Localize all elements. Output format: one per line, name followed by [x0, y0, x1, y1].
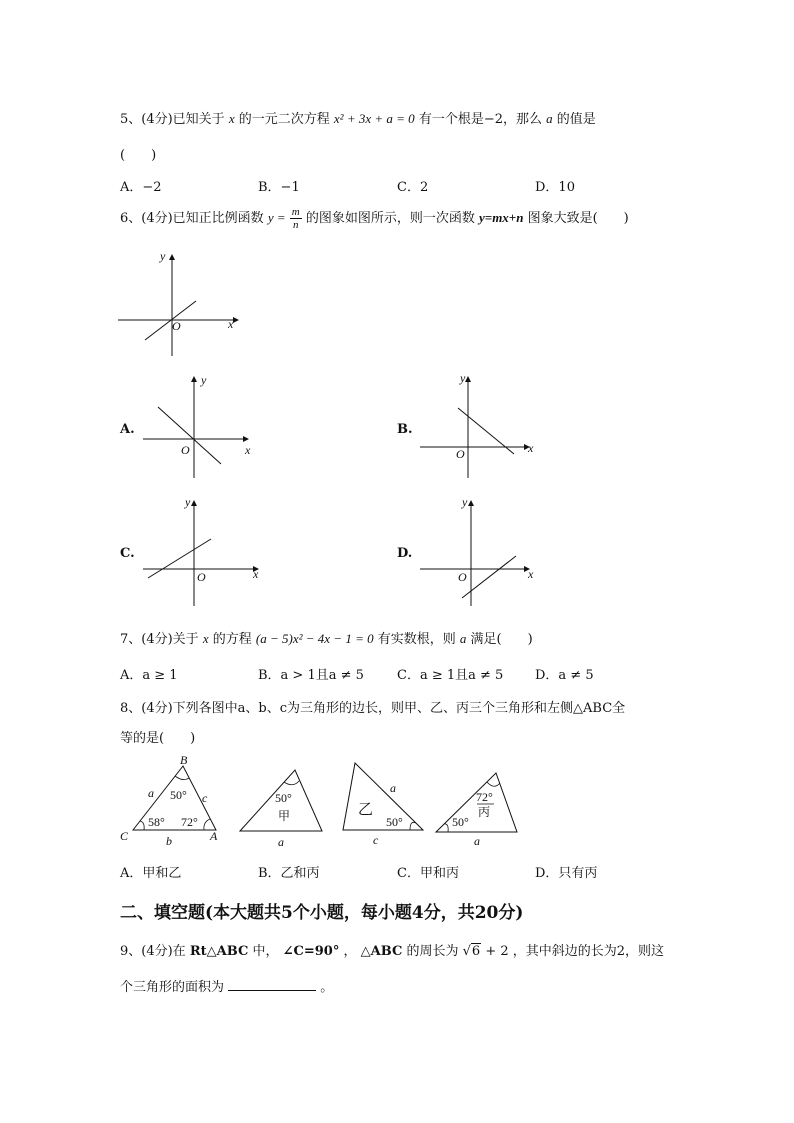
- tri-abc-angle-a: 72°: [181, 815, 198, 829]
- q6-given-y-label: y: [160, 249, 166, 263]
- q7-option-d[interactable]: D．a ≠ 5: [535, 668, 594, 683]
- q9-mid1: 中，: [252, 944, 279, 959]
- tri-abc-vertex-b: B: [180, 753, 188, 767]
- tri-yi-side-c: c: [373, 833, 379, 847]
- q8-triangle-yi: [340, 760, 430, 850]
- q9-answer-blank[interactable]: [228, 978, 316, 991]
- q7-option-a[interactable]: A．a ≥ 1: [120, 668, 178, 683]
- q6-option-c-label[interactable]: C.: [120, 546, 135, 561]
- q6-c-x-label: x: [253, 567, 259, 581]
- section-2-heading: 二、填空题(本大题共5个小题，每小题4分，共20分): [120, 903, 524, 923]
- q6-option-c-graph[interactable]: [143, 496, 268, 608]
- q6-b-y-label: y: [460, 371, 466, 385]
- tri-jia-angle: 50°: [275, 791, 292, 805]
- q8-option-d[interactable]: D．只有丙: [535, 866, 598, 881]
- q9-mid2: ，: [343, 944, 357, 959]
- tri-bing-name: 丙: [478, 805, 491, 819]
- q7-end: 满足( ): [470, 632, 533, 647]
- q9-sqrt-sign: √: [462, 944, 471, 959]
- tri-bing-angle-left: 50°: [452, 815, 469, 829]
- q6-line1: [120, 206, 629, 231]
- tri-abc-side-b: b: [166, 834, 172, 848]
- q9-plus: + 2: [485, 944, 509, 959]
- q8-triangle-jia: [238, 764, 328, 852]
- q6-option-a-label[interactable]: A.: [120, 422, 135, 437]
- q5-option-b[interactable]: B．−1: [258, 180, 300, 195]
- q6-given-graph: [118, 250, 243, 360]
- q9-suffix: ，其中斜边的长为2，则这: [512, 944, 665, 959]
- q5-end: 的值是: [556, 112, 596, 127]
- tri-yi-name: 乙: [358, 802, 374, 818]
- q5-option-d[interactable]: D．10: [535, 180, 575, 195]
- q9-line2-text: 个三角形的面积为: [120, 980, 225, 995]
- q9-sqrt-value: 6: [471, 944, 481, 959]
- q6-b-origin-label: O: [456, 447, 465, 461]
- q9-end: 。: [320, 980, 334, 995]
- tri-jia-name: 甲: [278, 809, 291, 823]
- q6-fraction: [290, 206, 302, 231]
- tri-bing-angle-top: 72°: [476, 790, 493, 804]
- q8-line2: 等的是( ): [120, 731, 196, 746]
- q6-bold-eq: y=mx+n: [479, 210, 524, 225]
- q6-c-origin-label: O: [197, 570, 206, 584]
- q7-mid: 的方程: [212, 632, 252, 647]
- q5-suffix: 有一个根是−2，那么: [418, 112, 542, 127]
- q7-option-b[interactable]: B．a > 1且a ≠ 5: [258, 668, 364, 683]
- q6-a-origin-label: O: [181, 443, 190, 457]
- q7-prefix: 7、(4分)关于: [120, 632, 199, 647]
- tri-abc-side-a: a: [148, 786, 154, 800]
- q7-suffix: 有实数根，则: [377, 632, 456, 647]
- q7-var-x: x: [202, 631, 209, 646]
- q8-option-b[interactable]: B．乙和丙: [258, 866, 320, 881]
- q7-var-a: a: [459, 631, 467, 646]
- q6-mid: 的图象如图所示，则一次函数: [305, 211, 475, 226]
- tri-abc-vertex-a: A: [210, 829, 218, 843]
- q8-line1: 8、(4分)下列各图中a、b、c为三角形的边长，则甲、乙、丙三个三角形和左侧△ABC全: [120, 701, 626, 716]
- tri-abc-side-c: c: [202, 791, 208, 805]
- q6-option-d-label[interactable]: D.: [397, 546, 413, 561]
- q5-option-c[interactable]: C．2: [397, 180, 429, 195]
- q5-line1: [120, 108, 596, 127]
- q5-prefix: 5、(4分)已知关于: [120, 112, 225, 127]
- q6-option-b-graph[interactable]: [420, 372, 545, 482]
- q5-var-x: x: [228, 111, 235, 126]
- q6-prefix: 6、(4分)已知正比例函数: [120, 211, 264, 226]
- q8-option-c[interactable]: C．甲和丙: [397, 866, 459, 881]
- q6-given-x-label: x: [228, 317, 234, 331]
- q5-equation: x² + 3x + a = 0: [333, 111, 415, 126]
- q9-mid3: 的周长为: [406, 944, 459, 959]
- q6-option-b-label[interactable]: B.: [397, 422, 413, 437]
- q6-d-y-label: y: [462, 495, 468, 509]
- q7-equation: (a − 5)x² − 4x − 1 = 0: [255, 631, 374, 646]
- q6-option-d-graph[interactable]: [420, 496, 545, 608]
- q6-a-x-label: x: [245, 443, 251, 457]
- tri-jia-side: a: [278, 835, 284, 849]
- q6-option-a-graph[interactable]: [143, 372, 268, 482]
- q7-line1: [120, 628, 533, 647]
- q6-c-y-label: y: [185, 495, 191, 509]
- q8-triangle-abc: [118, 752, 228, 852]
- q5-mid: 的一元二次方程: [238, 112, 330, 127]
- tri-abc-vertex-c: C: [120, 829, 129, 843]
- q9-bold-angle: ∠C=90°: [282, 944, 340, 959]
- q7-option-c[interactable]: C．a ≥ 1且a ≠ 5: [397, 668, 504, 683]
- tri-bing-side: a: [474, 834, 480, 848]
- q5-paren: ( ): [120, 148, 157, 163]
- tri-yi-angle: 50°: [386, 815, 403, 829]
- q6-suffix: 图象大致是( ): [527, 211, 629, 226]
- q9-line1: [120, 940, 664, 959]
- q9-bold-rt: Rt△ABC: [189, 944, 249, 959]
- q6-d-x-label: x: [528, 567, 534, 581]
- tri-abc-angle-b: 50°: [170, 788, 187, 802]
- q6-d-origin-label: O: [458, 570, 467, 584]
- q6-y-eq: y =: [267, 210, 286, 225]
- tri-yi-side-a: a: [390, 781, 396, 795]
- q8-triangle-bing: [434, 770, 524, 852]
- q6-frac-den: n: [292, 219, 299, 231]
- q6-b-x-label: x: [528, 441, 534, 455]
- q6-frac-num: m: [291, 206, 300, 218]
- q6-a-y-label: y: [201, 373, 207, 387]
- q6-given-origin-label: O: [172, 319, 181, 333]
- q9-bold-abc: △ABC: [360, 944, 403, 959]
- q9-prefix: 9、(4分)在: [120, 944, 186, 959]
- q5-var-a: a: [546, 111, 553, 126]
- tri-abc-angle-c: 58°: [148, 815, 165, 829]
- q9-line2: [120, 976, 333, 995]
- q8-option-a[interactable]: A．甲和乙: [120, 866, 182, 881]
- q5-option-a[interactable]: A．−2: [120, 180, 162, 195]
